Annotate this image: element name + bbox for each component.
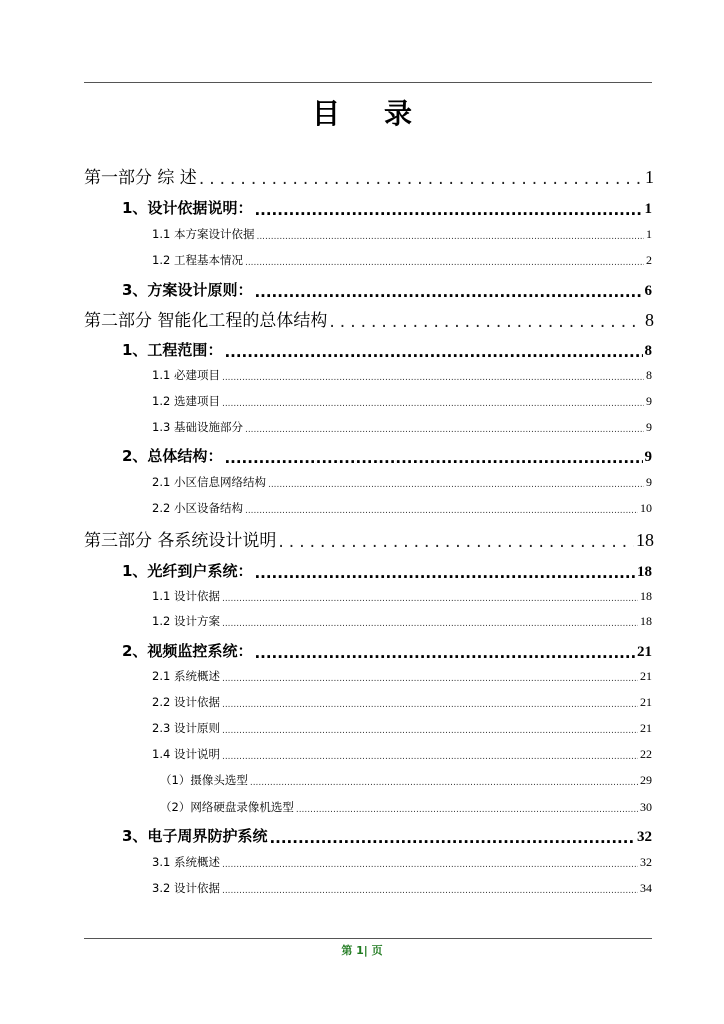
toc-entry-page: 21 (640, 669, 652, 683)
dot-leader (278, 533, 634, 551)
toc-entry[interactable] (122, 340, 652, 360)
toc-entry-page: 9 (644, 449, 652, 465)
dot-leader (254, 646, 635, 661)
footer-rule (84, 938, 652, 939)
toc-entry-page: 29 (640, 773, 652, 787)
dot-leader (222, 619, 638, 629)
toc-entry-title: （1）摄像头选型 (160, 773, 248, 787)
toc-entry-page: 8 (645, 310, 654, 330)
toc-entry[interactable] (122, 561, 652, 581)
dot-leader (199, 170, 643, 188)
header-rule (84, 82, 652, 83)
toc-entry-page: 18 (640, 614, 652, 628)
toc-entry[interactable] (84, 166, 654, 188)
toc-entry-page: 1 (644, 201, 652, 217)
toc-entry[interactable] (122, 198, 652, 218)
toc-entry[interactable] (152, 393, 652, 409)
toc-entry-title: 1.1 必建项目 (152, 368, 220, 382)
toc-entry-page: 9 (646, 420, 652, 434)
toc-entry-title: 3、电子周界防护系统 (122, 827, 268, 845)
toc-entry[interactable] (122, 280, 652, 300)
toc-entry-title: 2.1 小区信息网络结构 (152, 475, 266, 489)
page-title: 目录 (311, 97, 456, 130)
dot-leader (256, 232, 644, 242)
toc-entry[interactable] (152, 419, 652, 435)
dot-leader (224, 451, 642, 466)
dot-leader (222, 373, 644, 383)
toc-entry-page: 21 (640, 695, 652, 709)
dot-leader (222, 674, 638, 684)
toc-entry-page: 2 (646, 253, 652, 267)
toc-entry-title: 3、方案设计原则： (122, 281, 253, 299)
toc-entry-page: 8 (646, 368, 652, 382)
toc-entry-title: 2.1 系统概述 (152, 669, 220, 683)
toc-entry[interactable] (122, 826, 652, 846)
dot-leader (245, 506, 638, 516)
dot-leader (250, 778, 638, 788)
toc-entry-page: 32 (637, 829, 652, 845)
toc-entry-title: 第三部分 各系统设计说明 (84, 531, 277, 551)
toc-entry-page: 32 (640, 855, 652, 869)
dot-leader (254, 203, 642, 218)
toc-entry-title: 1.4 设计说明 (152, 747, 220, 761)
toc-entry-title: 2.3 设计原则 (152, 721, 220, 735)
dot-leader (254, 285, 642, 300)
dot-leader (222, 594, 638, 604)
toc-entry-title: 1.3 基础设施部分 (152, 420, 243, 434)
toc-entry[interactable] (84, 529, 654, 551)
toc-entry[interactable] (152, 746, 652, 762)
toc-entry-page: 30 (640, 800, 652, 814)
dot-leader (224, 345, 642, 360)
toc-entry-title: 3.2 设计依据 (152, 881, 220, 895)
dot-leader (268, 480, 644, 490)
toc-entry-title: 1、设计依据说明： (122, 199, 253, 217)
dot-leader (245, 425, 644, 435)
toc-entry-page: 1 (646, 227, 652, 241)
toc-entry-page: 9 (646, 475, 652, 489)
toc-entry[interactable] (152, 613, 652, 629)
toc-entry[interactable] (122, 446, 652, 466)
toc-entry[interactable] (152, 854, 652, 870)
toc-entry[interactable] (152, 226, 652, 242)
toc-entry[interactable] (152, 474, 652, 490)
toc-entry-page: 18 (640, 589, 652, 603)
toc-entry[interactable] (152, 588, 652, 604)
toc-entry-title: 第二部分 智能化工程的总体结构 (84, 311, 328, 331)
page-footer: 第 1| 页 (341, 944, 383, 957)
toc-entry[interactable] (152, 500, 652, 516)
dot-leader (296, 805, 638, 815)
toc-entry-page: 22 (640, 747, 652, 761)
toc-entry-title: 1、光纤到户系统： (122, 562, 253, 580)
toc-entry-page: 34 (640, 881, 652, 895)
toc-entry-page: 10 (640, 501, 652, 515)
dot-leader (222, 752, 638, 762)
toc-entry-page: 21 (640, 721, 652, 735)
toc-entry[interactable] (152, 880, 652, 896)
toc-entry-page: 8 (644, 343, 652, 359)
toc-entry-title: 2、视频监控系统： (122, 642, 253, 660)
toc-entry-page: 6 (644, 283, 652, 299)
toc-entry-page: 9 (646, 394, 652, 408)
dot-leader (222, 886, 638, 896)
toc-entry[interactable] (152, 720, 652, 736)
toc-entry-title: 1.1 设计依据 (152, 589, 220, 603)
toc-entry-page: 1 (645, 167, 654, 187)
toc-entry-title: 2.2 小区设备结构 (152, 501, 243, 515)
toc-entry[interactable] (160, 799, 652, 815)
dot-leader (245, 258, 644, 268)
toc-entry[interactable] (152, 694, 652, 710)
toc-entry-title: 1、工程范围： (122, 341, 223, 359)
toc-entry[interactable] (84, 309, 654, 331)
toc-entry-title: 2.2 设计依据 (152, 695, 220, 709)
dot-leader (222, 726, 638, 736)
toc-entry-title: （2）网络硬盘录像机选型 (160, 800, 294, 814)
toc-entry-title: 1.2 工程基本情况 (152, 253, 243, 267)
toc-entry-title: 1.1 本方案设计依据 (152, 227, 255, 241)
dot-leader (222, 399, 644, 409)
dot-leader (222, 700, 638, 710)
toc-entry-title: 第一部分 综 述 (84, 168, 197, 188)
dot-leader (329, 313, 643, 331)
dot-leader (222, 860, 638, 870)
toc-entry[interactable] (152, 668, 652, 684)
toc-entry[interactable] (152, 367, 652, 383)
toc-entry[interactable] (122, 641, 652, 661)
toc-entry[interactable] (152, 252, 652, 268)
toc-entry-page: 21 (637, 644, 652, 660)
dot-leader (269, 831, 635, 846)
toc-entry-title: 3.1 系统概述 (152, 855, 220, 869)
toc-entry-title: 1.2 设计方案 (152, 614, 220, 628)
toc-entry-page: 18 (637, 564, 652, 580)
toc-entry-page: 18 (636, 530, 654, 550)
toc-entry-title: 1.2 选建项目 (152, 394, 220, 408)
toc-entry[interactable] (160, 772, 652, 788)
toc-entry-title: 2、总体结构： (122, 447, 223, 465)
dot-leader (254, 566, 635, 581)
